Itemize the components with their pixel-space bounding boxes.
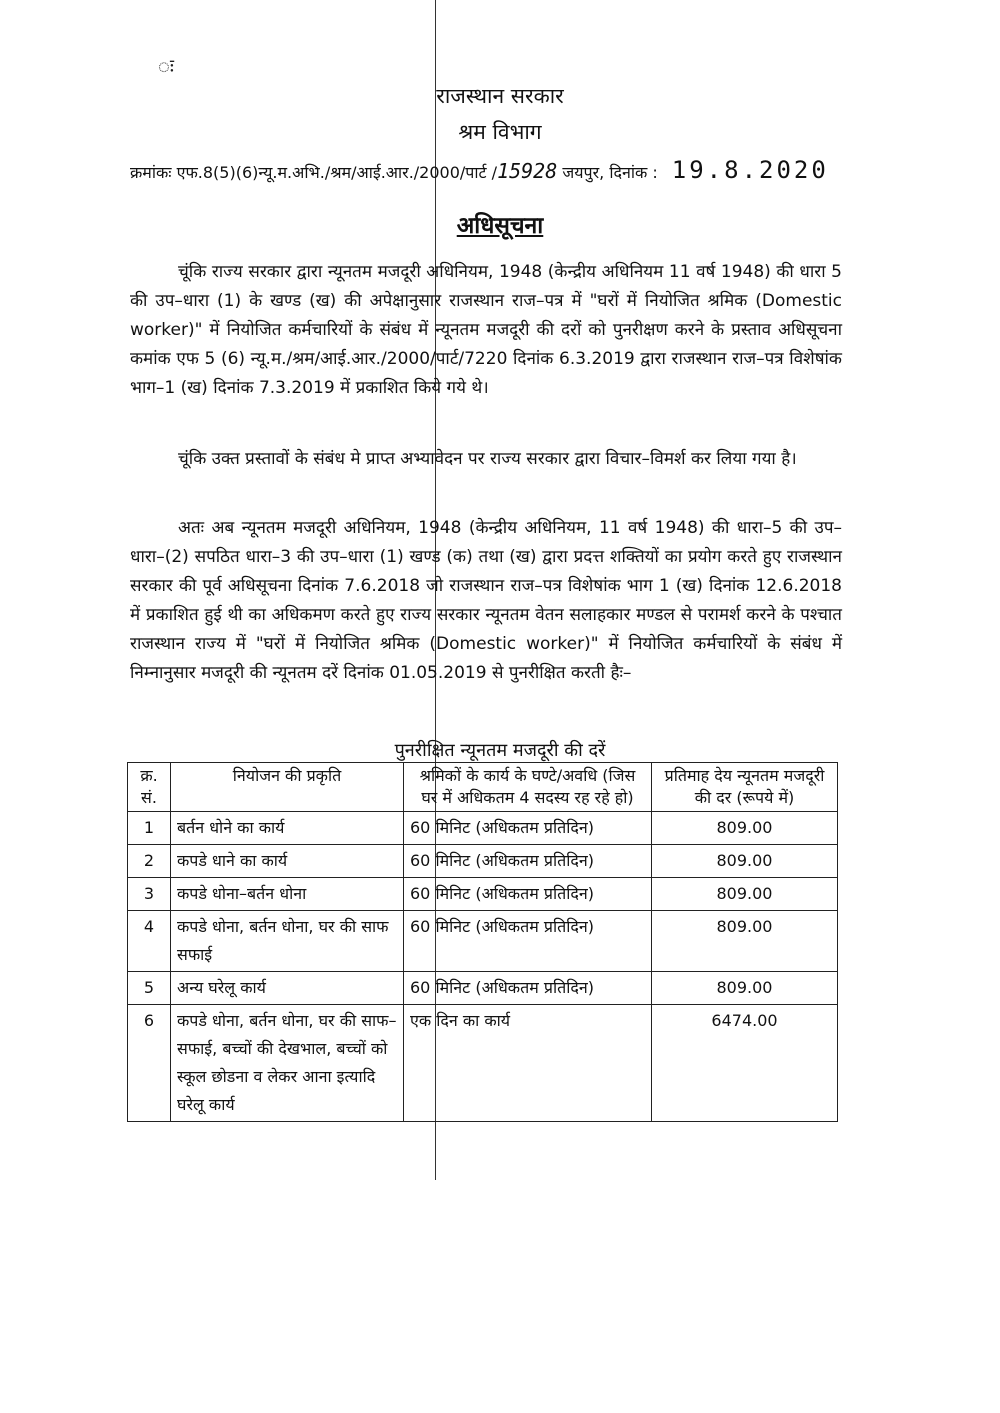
cell-nature: कपडे धोना, बर्तन धोना, घर की साफ सफाई [171,911,404,972]
cell-wage: 809.00 [652,878,838,911]
cell-hours: 60 मिनिट (अधिकतम प्रतिदिन) [404,878,652,911]
cell-nature: कपडे धोना–बर्तन धोना [171,878,404,911]
cell-wage: 809.00 [652,845,838,878]
table-row [128,972,838,1005]
header-nature: नियोजन की प्रकृति [171,763,404,812]
paragraph-3: अतः अब न्यूनतम मजदूरी अधिनियम, 1948 (केन्द्रीय अधिनियम, 11 वर्ष 1948) की धारा–5 की उप–धारा–(2) सपठित धारा–3 की उप–धारा (1) खण्ड (क) तथा (ख) द्वारा प्रदत्त शक्तियों का प्रयोग करते हुए राजस्थान सरकार की पूर्व अधिसूचना दिनांक 7.6.2018 जो राजस्थान राज–पत्र विशेषांक भाग 1 (ख) दिनांक 12.6.2018 में प्रकाशित हुई थी का अधिकमण करते हुए राज्य सरकार न्यूनतम वेतन सलाहकार मण्डल से परामर्श करने के पश्चात राजस्थान राज्य में "घरों में नियोजित श्रमिक (Domestic worker)" में नियोजित कर्मचारियों के संबंध में निम्नानुसार मजदूरी की न्यूनतम दरें दिनांक 01.05.2019 से पुनरीक्षित करती हैः– [130,518,842,683]
handwritten-reference-number: 15928 [497,159,558,183]
table-row [128,1005,838,1122]
table-row [128,845,838,878]
table-row [128,812,838,845]
cell-wage: 6474.00 [652,1005,838,1122]
cell-serial: 2 [128,845,171,878]
cell-hours: 60 मिनिट (अधिकतम प्रतिदिन) [404,845,652,878]
paragraph-1: चूंकि राज्य सरकार द्वारा न्यूनतम मजदूरी अधिनियम, 1948 (केन्द्रीय अधिनियम 11 वर्ष 1948) की धारा 5 की उप–धारा (1) के खण्ड (ख) की अपेक्षानुसार राजस्थान राज–पत्र में "घरों में नियोजित श्रमिक (Domestic worker)" में नियोजित कर्मचारियों के संबंध में न्यूनतम मजदूरी की दरों को पुनरीक्षण करने के प्रस्ताव अधिसूचना कमांक एफ 5 (6) न्यू.म./श्रम/आई.आर./2000/पार्ट/7220 दिनांक 6.3.2019 द्वारा राजस्थान राज–पत्र विशेषांक भाग–1 (ख) दिनांक 7.3.2019 में प्रकाशित किये गये थे। [130,262,842,398]
cell-serial: 4 [128,911,171,972]
cell-nature: कपडे धोना, बर्तन धोना, घर की साफ–सफाई, बच्चों की देखभाल, बच्चों को स्कूल छोडना व लेकर आना इत्यादि घरेलू कार्य [171,1005,404,1122]
wage-rates-table [127,762,838,1122]
handwritten-date: 19.8.2020 [671,156,829,184]
paragraph-2: चूंकि उक्त प्रस्तावों के संबंध मे प्राप्त अभ्यावेदन पर राज्य सरकार द्वारा विचार–विमर्श कर लिया गया है। [178,449,797,469]
cell-hours: 60 मिनिट (अधिकतम प्रतिदिन) [404,972,652,1005]
cell-hours: 60 मिनिट (अधिकतम प्रतिदिन) [404,812,652,845]
cell-hours: 60 मिनिट (अधिकतम प्रतिदिन) [404,911,652,972]
department-title: श्रम विभाग [458,120,542,144]
reference-line [130,156,950,184]
government-title: राजस्थान सरकार [436,84,564,108]
cell-wage: 809.00 [652,911,838,972]
table-row [128,878,838,911]
cell-wage: 809.00 [652,972,838,1005]
cell-nature: अन्य घरेलू कार्य [171,972,404,1005]
table-header-row [128,763,838,812]
cell-nature: कपडे धाने का कार्य [171,845,404,878]
notice-title: अधिसूचना [456,213,544,239]
header-hours: श्रमिकों के कार्य के घण्टे/अवधि (जिस घर में अधिकतम 4 सदस्य रह रहे हो) [404,763,652,812]
cell-nature: बर्तन धोने का कार्य [171,812,404,845]
table-title: पुनरीक्षित न्यूनतम मजदूरी की दरें [394,740,606,761]
cell-serial: 1 [128,812,171,845]
header-wage: प्रतिमाह देय न्यूनतम मजदूरी की दर (रूपये में) [652,763,838,812]
cell-serial: 3 [128,878,171,911]
reference-prefix: क्रमांकः एफ.8(5)(6)न्यू.म.अभि./श्रम/आई.आर./2000/पार्ट / [130,163,498,182]
cell-serial: 5 [128,972,171,1005]
place-date-label: जयपुर, दिनांक : [562,163,658,182]
margin-mark: ः [158,54,174,78]
cell-hours: एक दिन का कार्य [404,1005,652,1122]
cell-wage: 809.00 [652,812,838,845]
cell-serial: 6 [128,1005,171,1122]
header-serial: क्र. सं. [128,763,171,812]
table-row [128,911,838,972]
